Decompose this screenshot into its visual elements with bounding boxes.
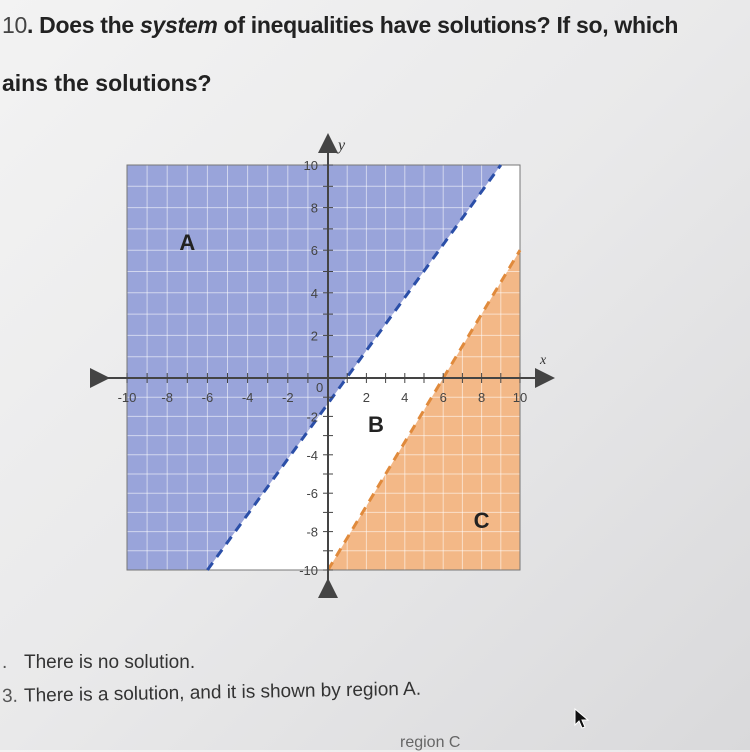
origin-label: 0 xyxy=(316,380,324,395)
choice-a[interactable] xyxy=(2,652,195,674)
x-tick-label: -6 xyxy=(201,390,214,405)
y-tick-label: 10 xyxy=(303,158,318,173)
choice-a-letter: . xyxy=(2,652,8,673)
region-label-b: B xyxy=(368,411,384,437)
y-tick-label: -2 xyxy=(306,409,318,425)
x-tick-label: -8 xyxy=(161,390,173,405)
question-text-italic: system xyxy=(140,12,218,38)
x-tick-label: -2 xyxy=(282,390,294,405)
x-tick-label: 4 xyxy=(401,390,409,405)
x-tick-label: 2 xyxy=(362,390,371,405)
y-tick-label: -8 xyxy=(306,524,318,540)
question-number: 10 xyxy=(2,12,27,38)
question-text-before: . Does the xyxy=(26,12,140,38)
region-label-a: A xyxy=(179,230,196,256)
choice-a-text: There is no solution. xyxy=(24,652,196,673)
y-tick-label: 2 xyxy=(310,328,318,344)
choice-b-letter: 3. xyxy=(1,685,19,707)
choice-b-text: There is a solution, and it is shown by region A. xyxy=(23,678,422,707)
choice-b[interactable] xyxy=(2,679,421,708)
y-tick-label: -10 xyxy=(299,563,318,578)
question-text-line2: ains the solutions? xyxy=(2,70,212,96)
x-tick-label: 8 xyxy=(477,390,486,405)
x-tick-label: -10 xyxy=(117,390,137,405)
x-tick-label: 6 xyxy=(439,390,447,405)
y-tick-label: -6 xyxy=(306,486,318,502)
choice-c-fragment[interactable]: region C xyxy=(400,734,461,751)
y-tick-label: 4 xyxy=(310,285,318,301)
y-tick-label: 6 xyxy=(310,243,318,259)
y-tick-label: -4 xyxy=(306,447,318,463)
x-axis-label: x xyxy=(540,353,547,368)
question-text-after: of inequalities have solutions? If so, which xyxy=(217,12,679,38)
region-label-c: C xyxy=(473,507,490,533)
mouse-cursor-icon xyxy=(574,708,590,730)
regions-layer xyxy=(127,165,520,570)
x-tick-label: -4 xyxy=(241,390,254,405)
y-tick-label: 8 xyxy=(310,200,318,216)
y-axis-label: y xyxy=(338,137,346,154)
x-tick-label: 10 xyxy=(512,390,528,405)
